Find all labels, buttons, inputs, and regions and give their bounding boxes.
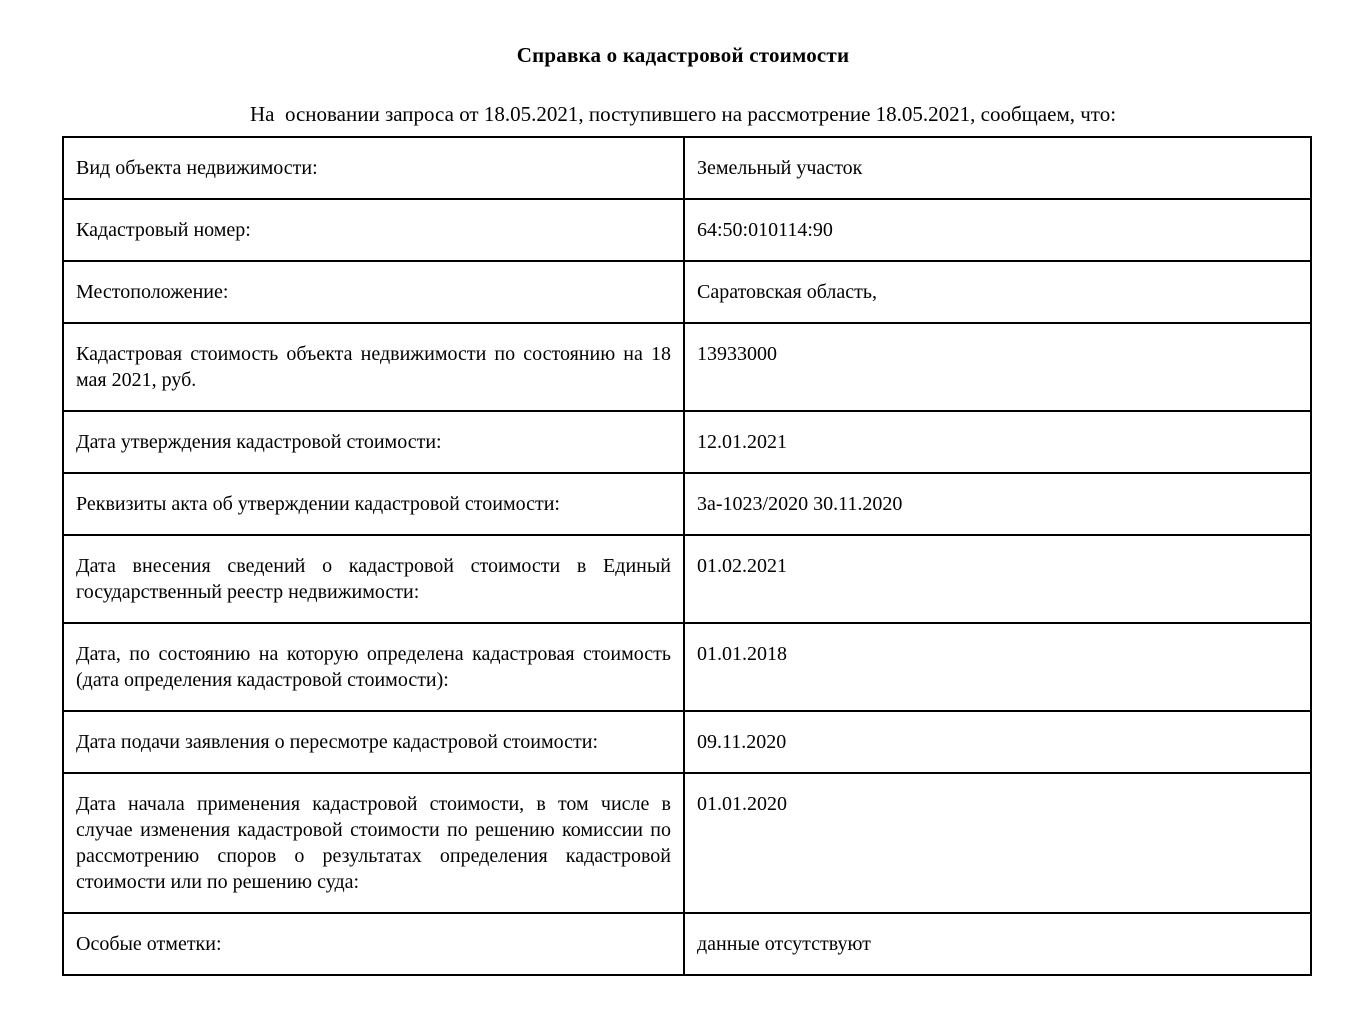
cadastral-value-table: [62, 136, 1312, 976]
table-row: [63, 137, 1311, 199]
table-row: [63, 473, 1311, 535]
row-label-cell: Дата подачи заявления о пересмотре кадастровой стоимости:: [63, 711, 684, 773]
row-label-cell: Дата внесения сведений о кадастровой стоимости в Единый государственный реестр недвижимости:: [63, 535, 684, 623]
row-label-cell: Вид объекта недвижимости:: [63, 137, 684, 199]
row-value-cell: Земельный участок: [684, 137, 1311, 199]
table-row: [63, 199, 1311, 261]
row-label-cell: Реквизиты акта об утверждении кадастровой стоимости:: [63, 473, 684, 535]
row-label-cell: Кадастровая стоимость объекта недвижимости по состоянию на 18 мая 2021, руб.: [63, 323, 684, 411]
row-value-cell: 09.11.2020: [684, 711, 1311, 773]
table-row: [63, 261, 1311, 323]
row-label-cell: Местоположение:: [63, 261, 684, 323]
intro-text: На основании запроса от 18.05.2021, поступившего на рассмотрение 18.05.2021, сообщаем, что:: [249, 102, 1117, 126]
row-value-cell: 01.01.2020: [684, 773, 1311, 913]
row-value-cell: 64:50:010114:90: [684, 199, 1311, 261]
row-value-cell: 01.01.2018: [684, 623, 1311, 711]
row-label-cell: Дата, по состоянию на которую определена кадастровая стоимость (дата определения кадастровой стоимости):: [63, 623, 684, 711]
row-label-cell: Кадастровый номер:: [63, 199, 684, 261]
page-title: Справка о кадастровой стоимости: [516, 43, 850, 67]
table-row: [63, 913, 1311, 975]
row-value-cell: 13933000: [684, 323, 1311, 411]
table-row: [63, 323, 1311, 411]
table-row: [63, 623, 1311, 711]
row-label-cell: Дата начала применения кадастровой стоимости, в том числе в случае изменения кадастровой стоимости по решению комиссии по рассмотрению споров о результатах определения кадастровой стоимости или по решению суда:: [63, 773, 684, 913]
row-value-cell: данные отсутствуют: [684, 913, 1311, 975]
table-row: [63, 535, 1311, 623]
table-row: [63, 711, 1311, 773]
document-page: [0, 42, 1366, 1028]
cadastral-table-body: [63, 137, 1311, 975]
row-value-cell: Саратовская область,: [684, 261, 1311, 323]
row-label-cell: Дата утверждения кадастровой стоимости:: [63, 411, 684, 473]
table-row: [63, 773, 1311, 913]
row-value-cell: 12.01.2021: [684, 411, 1311, 473]
row-label-cell: Особые отметки:: [63, 913, 684, 975]
row-value-cell: 01.02.2021: [684, 535, 1311, 623]
table-row: [63, 411, 1311, 473]
row-value-cell: 3а-1023/2020 30.11.2020: [684, 473, 1311, 535]
